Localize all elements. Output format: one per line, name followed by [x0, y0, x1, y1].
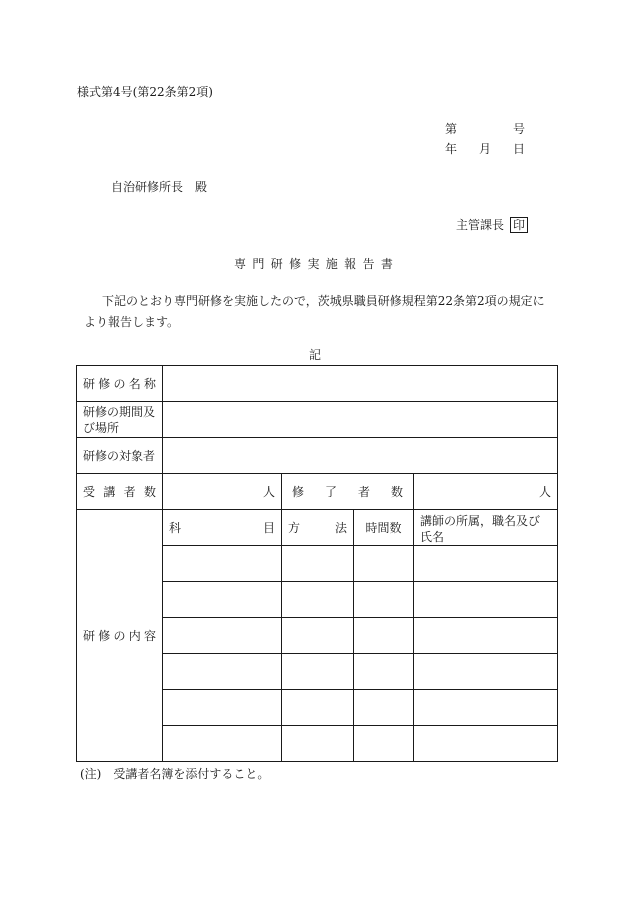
hours-cell[interactable] [354, 726, 414, 762]
hours-cell[interactable] [354, 654, 414, 690]
doc-number-prefix: 第 [445, 122, 458, 136]
subject-cell[interactable] [163, 582, 282, 618]
lecturer-cell[interactable] [414, 582, 558, 618]
document-number-line [445, 123, 525, 135]
doc-number-suffix: 号 [512, 122, 525, 136]
method-cell[interactable] [282, 690, 354, 726]
row-counts [77, 474, 558, 510]
title-char: 門 [252, 257, 265, 271]
title-char: 報 [344, 257, 357, 271]
title-char: 告 [362, 257, 375, 271]
form-number: 様式第4号(第22条第2項) [77, 85, 213, 99]
ki-label: 記 [309, 348, 322, 362]
lecturer-cell[interactable] [414, 690, 558, 726]
row-content-header [77, 510, 558, 546]
date-line [445, 143, 525, 155]
lecturer-cell[interactable] [414, 654, 558, 690]
lecturer-cell[interactable] [414, 726, 558, 762]
header-method: 方 法 [282, 510, 354, 546]
title-char: 書 [380, 257, 393, 271]
subject-cell[interactable] [163, 690, 282, 726]
seal-stamp: 印 [510, 217, 528, 233]
date-month: 月 [478, 142, 491, 156]
title-char: 専 [234, 257, 247, 271]
header-lecturer: 講師の所属，職名及び氏名 [414, 510, 558, 546]
completed-field[interactable] [414, 474, 558, 510]
method-cell[interactable] [282, 546, 354, 582]
label-training-name: 研 修 の 名 称 [77, 366, 163, 402]
label-target: 研修の対象者 [77, 438, 163, 474]
participants-unit: 人 [262, 484, 275, 499]
hours-cell[interactable] [354, 618, 414, 654]
training-name-field[interactable] [163, 366, 558, 402]
sender-title: 主管課長 [456, 218, 505, 232]
title-char: 実 [307, 257, 320, 271]
addressee: 自治研修所長 殿 [111, 180, 208, 194]
label-completed: 修 了 者 数 [282, 474, 414, 510]
method-cell[interactable] [282, 582, 354, 618]
title-char: 施 [325, 257, 338, 271]
date-year: 年 [445, 142, 458, 156]
method-cell[interactable] [282, 726, 354, 762]
report-table [76, 365, 558, 762]
subject-cell[interactable] [163, 726, 282, 762]
lecturer-cell[interactable] [414, 546, 558, 582]
label-period-place: 研修の期間及び場所 [77, 402, 163, 438]
row-period-place [77, 402, 558, 438]
period-place-field[interactable] [163, 402, 558, 438]
row-target [77, 438, 558, 474]
participants-field[interactable] [163, 474, 282, 510]
row-training-name [77, 366, 558, 402]
title-char: 研 [270, 257, 283, 271]
hours-cell[interactable] [354, 582, 414, 618]
body-text: 下記のとおり専門研修を実施したので，茨城県職員研修規程第22条第2項の規定により報告します。 [84, 294, 545, 329]
hours-cell[interactable] [354, 546, 414, 582]
subject-cell[interactable] [163, 618, 282, 654]
subject-cell[interactable] [163, 546, 282, 582]
target-field[interactable] [163, 438, 558, 474]
title-char: 修 [289, 257, 302, 271]
header-subject: 科 目 [163, 510, 282, 546]
lecturer-cell[interactable] [414, 618, 558, 654]
method-cell[interactable] [282, 618, 354, 654]
label-participants: 受 講 者 数 [77, 474, 163, 510]
header-hours: 時間数 [354, 510, 414, 546]
completed-unit: 人 [538, 484, 551, 499]
label-content: 研 修 の 内 容 [77, 510, 163, 762]
date-day: 日 [512, 142, 525, 156]
sender [456, 217, 528, 233]
method-cell[interactable] [282, 654, 354, 690]
document-title [234, 258, 393, 270]
footnote: (注) 受講者名簿を添付すること。 [80, 767, 270, 781]
subject-cell[interactable] [163, 654, 282, 690]
hours-cell[interactable] [354, 690, 414, 726]
